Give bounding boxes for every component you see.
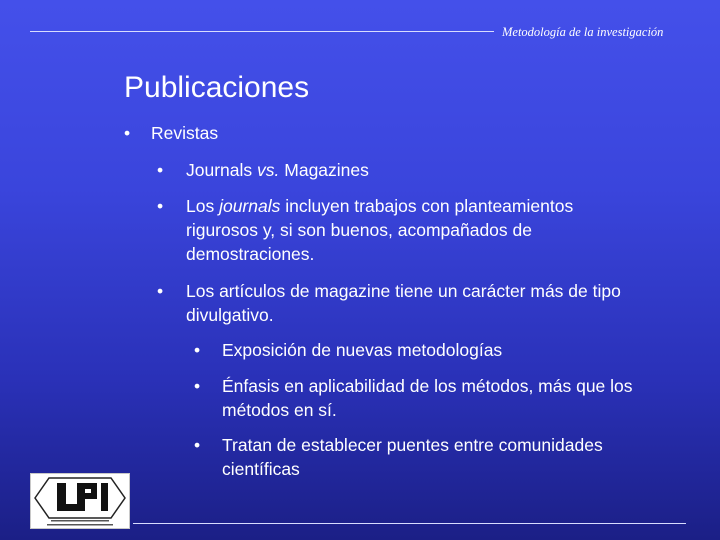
bullet-marker: • — [157, 160, 164, 180]
text-run: Journals — [186, 160, 258, 180]
bullet-journals-vs-magazines — [157, 158, 637, 182]
bullet-exposicion — [194, 338, 654, 362]
bullet-marker: • — [157, 281, 164, 301]
text-run: Magazines — [279, 160, 369, 180]
bullet-text: Los artículos de magazine tiene un carácter más de tipo divulgativo. — [186, 281, 621, 325]
bullet-enfasis — [194, 374, 654, 422]
bullet-journals-rigurosos — [157, 194, 637, 266]
bullet-text: Revistas — [151, 123, 219, 143]
bullet-marker: • — [157, 196, 164, 216]
bullet-text: Énfasis en aplicabilidad de los métodos, más que los métodos en sí. — [222, 376, 633, 420]
text-run-italic: vs. — [257, 160, 280, 180]
bullet-revistas — [124, 121, 684, 145]
footer-rule — [133, 523, 686, 524]
bullet-marker: • — [194, 376, 201, 396]
bullet-text — [157, 194, 637, 266]
slide-title: Publicaciones — [124, 71, 310, 104]
header-rule — [30, 31, 494, 32]
bullet-marker: • — [124, 123, 131, 143]
bullet-text — [157, 158, 637, 182]
course-title: Metodología de la investigación — [502, 25, 664, 39]
bullet-marker: • — [194, 435, 201, 455]
text-run-italic: journals — [219, 196, 281, 216]
text-run: incluyen trabajos con planteamientos rigurosos y, si son buenos, acompañados de demostraciones. — [186, 196, 574, 264]
lpi-logo — [30, 473, 130, 529]
bullet-marker: • — [194, 340, 201, 360]
bullet-text: Tratan de establecer puentes entre comunidades científicas — [222, 435, 603, 479]
bullet-text: Exposición de nuevas metodologías — [222, 340, 503, 360]
lpi-logo-graphic — [31, 474, 129, 528]
bullet-articulos-magazine — [157, 279, 657, 327]
bullet-puentes — [194, 433, 654, 481]
text-run: Los — [186, 196, 220, 216]
